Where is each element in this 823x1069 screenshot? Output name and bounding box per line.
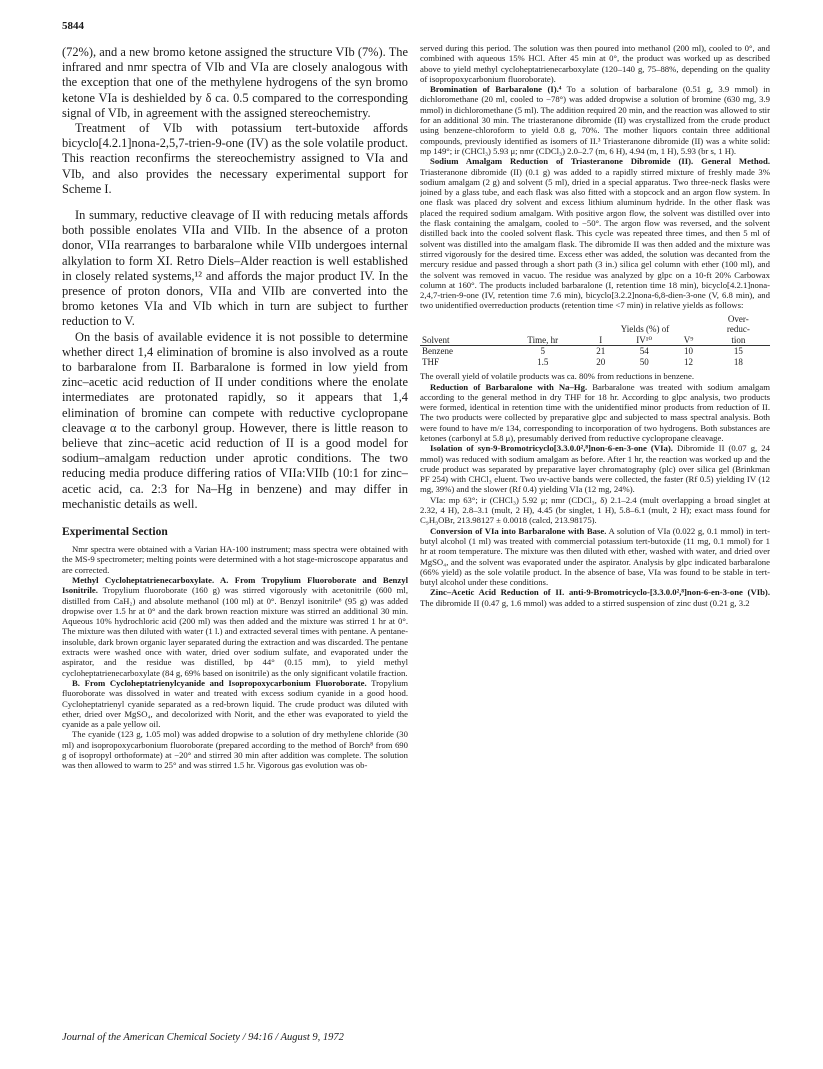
- paragraph-isolation: [420, 443, 770, 494]
- page-number: 5844: [62, 20, 84, 32]
- table-cell: 20: [596, 356, 606, 367]
- table-row: [420, 357, 770, 368]
- experimental-intro: Nmr spectra were obtained with a Varian HA-100 instrument; mass spectra were obtained with the MS-9 spectrometer; melting points were determined with a hot stage-microscope apparatus and are corrected.: [62, 544, 408, 575]
- table-cell: Benzene: [422, 346, 453, 357]
- run-head-zinc: Zinc–Acetic Acid Reduction of II. anti-9-Bromotricyclo-[3.3.0.0²,⁸]non-6-en-3-one (VIb).: [430, 587, 770, 598]
- paragraph-b: [62, 678, 408, 729]
- table-cell: THF: [422, 356, 440, 367]
- paragraph-reduction: [420, 382, 770, 444]
- run-head-methyl: Methyl Cycloheptatrienecarboxylate. A. From Tropylium Fluoroborate and Benzyl Isonitrile.: [62, 574, 408, 596]
- paragraph-continuation: served during this period. The solution was then poured into methanol (200 ml), cooled to 0°, and combined with aqueous 15% HCl. After 45 min at 0°, the product was worked up as described above to yield methyl cycloheptatrienecarboxylate (120–140 g, 75–88%, depending on the quality of isopropoxycarbonium fluoroborate).: [420, 43, 770, 84]
- paragraph-sodium: [420, 156, 770, 310]
- table-cell: 1.5: [537, 356, 549, 367]
- journal-footer: Journal of the American Chemical Society / 94:16 / August 9, 1972: [62, 1032, 344, 1043]
- paragraph-via: VIa: mp 63°; ir (CHCl₃) 5.92 μ; nmr (CDCl₃, δ) 2.1–2.4 (mult overlapping a broad singlet at 2.32, 4 H), 2.8–3.1 (mult, 2 H), 4.45 (br singlet, 1 H), 5.8–6.1 (mult, 2 H); exact mass found for C₉H₉OBr, 213.98127 ± 0.0018 (calcd, 213.98175).: [420, 494, 770, 526]
- run-head-bromination: Bromination of Barbaralone (I).⁴: [430, 84, 562, 95]
- paragraph-after-table: The overall yield of volatile products was ca. 80% from reductions in benzene.: [420, 371, 695, 382]
- paragraph-treatment: Treatment of VIb with potassium tert-butoxide affords bicyclo[4.2.1]nona-2,5,7-trien-9-one (IV) as the sole volatile product. This reaction reconfirms the stereochemistry assigned to VIa and VIb, and also provides the necessary experimental support for Scheme I.: [62, 121, 408, 196]
- run-head-isolation: Isolation of syn-9-Bromotricyclo[3.3.0.0²,⁸]non-6-en-3-one (VIa).: [430, 443, 673, 454]
- table-row: [420, 346, 770, 357]
- table-header-cell: tion: [707, 335, 770, 346]
- zinc-body: The dibromide II (0.47 g, 1.6 mmol) was added to a stirred suspension of zinc dust (0.21 g, 3.2: [420, 597, 750, 608]
- table-cell: 10: [684, 346, 694, 357]
- table-cell: 15: [733, 346, 743, 357]
- left-column: [62, 45, 408, 1020]
- table-cell: 50: [639, 356, 649, 367]
- yield-table: [420, 314, 770, 368]
- paragraph-conversion: [420, 526, 770, 588]
- conversion-body: A solution of VIa (0.022 g, 0.1 mmol) in tert-butyl alcohol (1 ml) was treated with commercial potassium tert-butoxide (11 mg, 0.1 mmol) for 1 hr at room temperature. The mixture was then diluted with ether, washed with water, and dried over MgSO₄, and the solvent was evaporated under the aspirator. Analysis by glpc indicated barbaralone (66% yield) as the sole volatile product. In the absence of base, VIa was found to be stable in tert-butyl alcohol under these conditions.: [420, 525, 770, 588]
- paragraph-stereochem: (72%), and a new bromo ketone assigned the structure VIb (7%). The infrared and nmr spectra of VIb and VIa are closely analogous with the exception that one of the methylene hydrogens of the syn bromo ketone VIa is deshielded by δ ca. 0.5 compared to the corresponding signal of VIb, in agreement with the assigned stereochemistry.: [62, 45, 408, 120]
- table-reduc-label: reduc-: [726, 324, 750, 335]
- paragraph-summary: In summary, reductive cleavage of II with reducing metals affords both possible enolates VIIa and VIIb. In the absence of a proton donor, VIIa rearranges to barbaralone while VIIb undergoes internal alkylation to form XI. Retro Diels–Alder reaction is well established in closely related systems,¹² and affords the major product IV. In the presence of proton donors, VIIa and VIIb are converted into the bromo ketones VIa and VIb which in turn are subject to further reduction to V.: [62, 208, 408, 329]
- paragraph-evidence: On the basis of available evidence it is not possible to determine whether direct 1,4 elimination of bromine is also involved as a route to barbaralone from II. Barbaralone is formed in low yield from zinc–acetic acid reduction of II under conditions where the enolate intermediates are protonated rapidly, so it appears that 1,4 elimination of bromine can compete with reductive cyclopropane cleavage α to the carbonyl group. However, there is little reason to believe that zinc–acetic acid reduction of II is a good model for sodium–amalgam reduction under aprotic conditions. The two reducing media produce differing ratios of VIIa:VIIb (10:1 for zinc–acetic acid, ca. 2:3 for Na–Hg in benzene) and may differ in mechanistic details as well.: [62, 329, 408, 511]
- table-yields-label: Yields (%) of: [620, 324, 670, 335]
- paragraph-methyl: [62, 575, 408, 678]
- table-cell: 18: [733, 356, 743, 367]
- paragraph-cyanide: The cyanide (123 g, 1.05 mol) was added dropwise to a solution of dry methylene chloride (30 ml) and isopropoxycarbonium fluoroborate (prepared according to the method of Borch⁸ from 690 g of isopropyl orthoformate) at −20° and stirred 30 min after addition was complete. The solution was then allowed to warm to 25° and was stirred 1.5 hr. Vigorous gas evolution was ob-: [62, 729, 408, 771]
- right-column: [420, 43, 770, 1020]
- methyl-body: Tropylium fluoroborate (160 g) was stirred vigorously with acetonitrile (600 ml, distilled from CaH₂) and absolute methanol (100 ml) at 0°. Benzyl isonitrile⁶ (95 g) was added dropwise over 1.5 hr at 0° and the dark brown reaction mixture was stirred an additional 30 min. Aqueous 10% hydrochloric acid (200 ml) was then added and the mixture was stirred 1 hr at 0°. The mixture was then diluted with water (1 l.) and extracted several times with pentane. A pentane-insoluble, dark brown organic layer separated during the extraction and was discarded. The pentane extracts were washed once with water, dried over sodium sulfate, and evaporated under the aspirator, and the residue was distilled, bp 44° (0.15 mm), to yield methyl cycloheptatrienecarboxylate (84 g, 69% based on isonitrile) as the only significant volatile fraction.: [62, 585, 408, 678]
- table-over-label: Over-: [727, 313, 749, 324]
- run-head-reduction: Reduction of Barbaralone with Na–Hg.: [430, 381, 588, 392]
- table-cell: 12: [684, 356, 694, 367]
- paragraph-zinc: [420, 587, 770, 608]
- experimental-heading: Experimental Section: [62, 526, 168, 539]
- paragraph-bromination: [420, 84, 770, 156]
- bromination-body: To a solution of barbaralone (0.51 g, 3.9 mmol) in dichloromethane (20 ml, cooled to −78°) was added dropwise a solution of bromine (630 mg, 3.9 mmol) in dichloromethane (5 ml). The addition required 20 min, and the reaction was allowed to stir for an additional 30 min. The triasteranone dibromide (II) was crystallized from the crude product using benzene-chloroform to yield 0.8 g, 70%. The mother liquors contain three additional compounds, previously identified as isomers of II.³ Triasteranone dibromide (II) was a white solid: mp 149°; ir (CHCl₃) 5.93 μ; nmr (CDCl₃) 2.0–2.7 (m, 6 H), 4.94 (m, 1 H), 5.93 (br s, 1 H).: [420, 84, 770, 156]
- b-body: Tropylium fluoroborate was dissolved in water and treated with excess sodium cyanide in a good hood. Cycloheptatrienyl cyanide separated as a red-brown liquid. The crude product was diluted with ether, dried over MgSO₄, and decolorized with Norit, and the ether was evaporated to yield the cyanide as a pale yellow oil.: [62, 677, 408, 730]
- table-header-cell: I: [583, 335, 617, 346]
- isolation-body: Dibromide II (0.07 g, 24 mmol) was reduced with sodium amalgam as before. After 1 hr, the reaction was worked up and the crude product was separated by preparative layer chromatography (plc) over silica gel (Brinkman PF 254) with CHCl₃ eluent. Two uv-active bands were collected, the faster (Rf 0.5) yielding IV (12 mg, 39%) and the slower (Rf 0.4) yielding VIa (12 mg, 24%).: [420, 443, 770, 495]
- table-cell: 54: [639, 346, 649, 357]
- table-cell: 5: [540, 346, 546, 357]
- sodium-body: Triasteranone dibromide (II) (0.1 g) was added to a rapidly stirred mixture of freshly made 3% sodium amalgam (2 g) and solvent (5 ml), dried in a special apparatus. Two three-neck flasks were joined by a glass tube, and each flask was also fitted with a stopcock and an argon flow system. In one flask was placed dry solvent and excess lithium aluminum hydride. In the other flask was placed the required sodium amalgam. With positive argon flow, the solvent was distilled over into the flask containing the amalgam, cooled to −50°. The argon flow was reversed, and the solvent distilled back into the cooled solvent flask. This cycle was repeated three times, and then 5 ml of solvent was distilled into the amalgam flask. The dibromide II was then added and the mixture was stirred vigorously for the desired time. Excess ether was added, the solution was decanted from the mercury residue and passed through a short path (3 in.) silica gel column with ether (100 ml), and the solvent was removed in vacuo. The residue was analyzed by glpc on a 10-ft 20% Carbowax column at 160°. The products included barbaralone (I, retention time 18 min), bicyclo[4.2.1]nona-2,4,7-trien-9-one (IV, retention time 7.6 min), bicyclo[3.2.2]nona-6,8-dien-3-one (V, 6.8 min), and two unidentified overreduction products (retention time <7 min) in relative yields as follows:: [420, 166, 770, 311]
- run-head-sodium: Sodium Amalgam Reduction of Triasteranone Dibromide (II). General Method.: [430, 156, 770, 167]
- table-header-row: [420, 335, 770, 346]
- table-header-cell: Time, hr: [502, 335, 583, 346]
- experimental-text: [62, 544, 408, 771]
- table-header-cell: V⁹: [670, 335, 706, 346]
- reduction-body: Barbaralone was treated with sodium amalgam according to the general method in dry THF for 18 hr. According to glpc analysis, two products were formed, identical in retention time with the unidentified minor products from reduction of II. The two products were collected by preparative glpc and subjected to mass spectral analysis. Both were found to have m/e 134, corresponding to incorporation of two hydrogens. Both substances are ketones (carbonyl at 5.8 μ), presumably derived from reductive cyclopropane cleavage.: [420, 381, 770, 443]
- run-head-b: B. From Cycloheptatrienylcyanide and Isopropoxycarbonium Fluoroborate.: [72, 677, 367, 688]
- table-cell: 21: [596, 346, 606, 357]
- discussion-text: [62, 45, 408, 512]
- table-header-cell: Solvent: [420, 335, 502, 346]
- run-head-conversion: Conversion of VIa into Barbaralone with Base.: [430, 525, 607, 536]
- table-header-cell: IV¹⁰: [618, 335, 671, 346]
